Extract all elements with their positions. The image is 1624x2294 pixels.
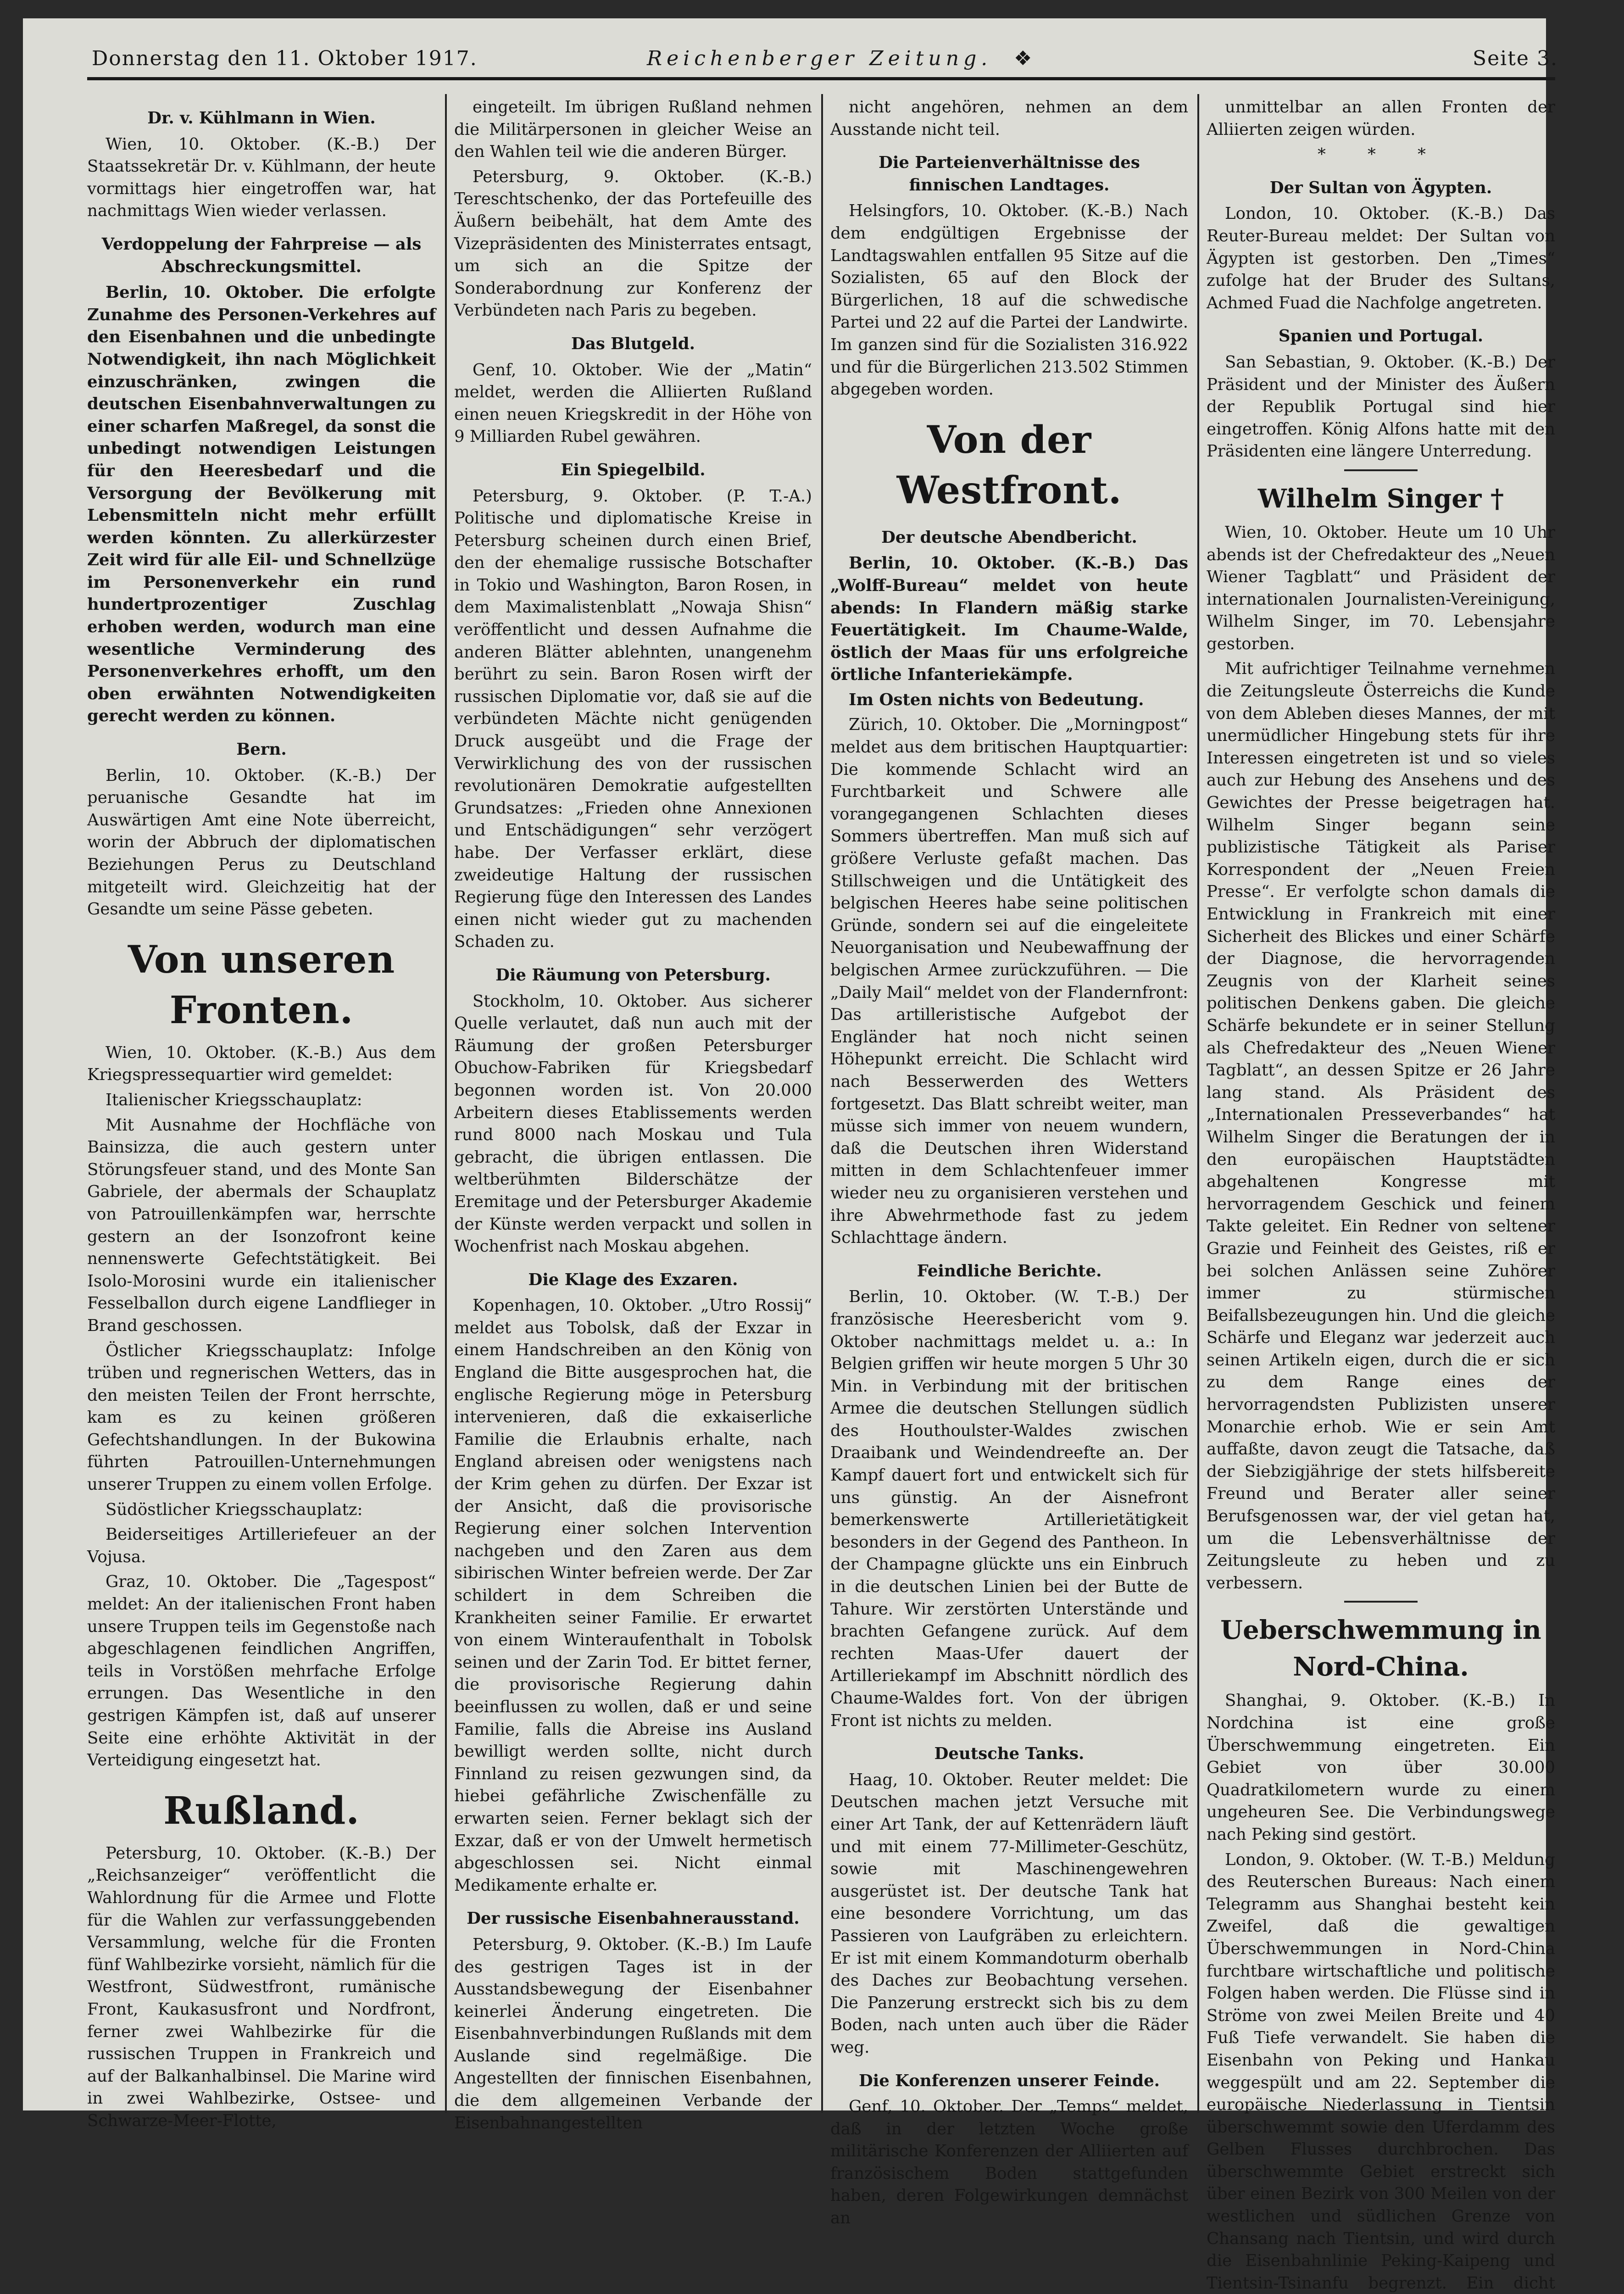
article-paragraph: nicht angehören, nehmen an dem Ausstande nicht teil. — [830, 98, 1188, 139]
section-headline: Von der Westfront. — [896, 418, 1122, 512]
article-paragraph: Helsingfors, 10. Oktober. (K.-B.) Nach dem endgültigen Ergebnisse der Landtagswahlen entfallen 95 Sitze auf die Sozialisten, 65 auf den Block der Bürgerlichen, 18 auf die schwedische Partei und 22 auf die Partei der Landwirte. Im ganzen sind für die Sozialisten 316.922 und für die Bürgerlichen 213.502 Stimmen abgegeben worden. — [830, 201, 1188, 399]
column-3 — [830, 96, 1188, 2228]
section-headline: Von unseren Fronten. — [128, 937, 395, 1032]
article-paragraph: eingeteilt. Im übrigen Rußland nehmen die Militärpersonen in gleicher Weise an den Wahlen teil wie die anderen Bürger. — [454, 98, 812, 161]
article-heading: Der deutsche Abendbericht. — [881, 528, 1137, 547]
article-paragraph: San Sebastian, 9. Oktober. (K.-B.) Der Präsident und der Minister des Äußern der Republik Portugal sind hier eingetroffen. König Alfons hatte mit den Präsidenten eine längere Unterredung. — [1207, 352, 1555, 461]
column-1 — [87, 96, 436, 2130]
article-paragraph: Petersburg, 10. Oktober. (K.-B.) Der „Reichsanzeiger“ veröffentlicht die Wahlordnung für die Armee und Flotte für die Wahlen zur verfassunggebenden Versammlung, welche für die Fronten fünf Wahlbezirke vorsieht, nämlich für die Westfront, Südwestfront, rumänische Front, Kaukasusfront und Nordfront, ferner zwei Wahlbezirke für die russischen Truppen in Frankreich und auf der Balkanhalbinsel. Die Marine wird in zwei Wahlbezirke, Ostsee- und Schwarze-Meer-Flotte, — [87, 1843, 436, 2130]
article-paragraph: Berlin, 10. Oktober. Die erfolgte Zunahme des Personen-Verkehres auf den Eisenbahnen und die unbedingte Notwendigkeit, ihn nach Möglichkeit einzuschränken, zwingen die deutschen Eisenbahnverwaltungen zu einer scharfen Maßregel, da sonst die unbedingt notwendigen Leistungen für den Heeresbedarf und die Versorgung der Bevölkerung mit Lebensmitteln nicht mehr erfüllt werden könnten. Zu allerkürzester Zeit wird für alle Eil- und Schnellzüge im Personenverkehr ein rund hundertprozentiger Zuschlag erhoben werden, wodurch man eine wesentliche Verminderung des Personenverkehres erhofft, um den oben erwähnten Notwendigkeiten gerecht werden zu können. — [87, 283, 436, 726]
article-heading: Feindliche Berichte. — [917, 1261, 1102, 1281]
article-paragraph: Südöstlicher Kriegsschauplatz: — [106, 1500, 363, 1519]
column-divider — [1197, 94, 1199, 2113]
article-heading: Ein Spiegelbild. — [561, 460, 706, 479]
section-headline: Rußland. — [163, 1788, 360, 1833]
article-paragraph: Im Osten nichts von Bedeutung. — [849, 690, 1144, 709]
article-paragraph: Petersburg, 9. Oktober. (K.-B.) Im Laufe des gestrigen Tages ist in der Ausstandsbewegung der Eisenbahner keinerlei Änderung eingetreten. Die Eisenbahnverbindungen Rußlands mit dem Auslande sind regelmäßige. Die Angestellten der finnischen Eisenbahnen, die dem allgemeinen Verbande der Eisenbahnangestellten — [454, 1935, 812, 2133]
masthead — [92, 47, 1558, 79]
article-heading: Die Klage des Exzaren. — [528, 1270, 738, 1289]
article-paragraph: Italienischer Kriegsschauplatz: — [106, 1090, 362, 1109]
article-heading: Verdoppelung der Fahrpreise — als Abschreckungsmittel. — [101, 234, 422, 276]
article-paragraph: Berlin, 10. Oktober. (K.-B.) Das „Wolff-Bureau“ meldet von heute abends: In Flandern mäßig starke Feuertätigkeit. Im Chaume-Walde, östlich der Maas für uns erfolgreiche örtliche Infanteriekämpfe. — [830, 554, 1188, 685]
article-paragraph: London, 10. Oktober. (K.-B.) Das Reuter-Bureau meldet: Der Sultan von Ägypten ist gestorben. Den „Times“ zufolge hat der Bruder des Sultans, Achmed Fuad die Nachfolge angetreten. — [1207, 204, 1555, 312]
article-paragraph: Wien, 10. Oktober. Heute um 10 Uhr abends ist der Chefredakteur des „Neuen Wiener Tagblatt“ und Präsident der internationalen Journalisten-Vereinigung, Wilhelm Singer, im 70. Lebensjahre gestorben. — [1207, 523, 1555, 653]
article-heading: Das Blutgeld. — [571, 334, 695, 353]
article-paragraph: Shanghai, 9. Oktober. (K.-B.) In Nordchina ist eine große Überschwemmung eingetreten. Ein Gebiet von über 30.000 Quadratkilometern wurde zu einem ungeheuren See. Die Verbindungswege nach Peking sind gestört. — [1207, 1691, 1555, 1844]
masthead-title: Reichenberger Zeitung. — [647, 47, 992, 70]
article-paragraph: Genf, 10. Oktober. Der „Temps“ meldet, daß in der letzten Woche große militärische Konferenzen der Alliierten auf französischem Boden stattgefunden haben, deren Folgewirkungen demnächst an — [830, 2097, 1188, 2228]
article-paragraph: Petersburg, 9. Oktober. (P. T.-A.) Politische und diplomatische Kreise in Petersburg scheinen durch einen Brief, den der ehemalige russische Botschafter in Tokio und Washington, Baron Rosen, in dem Maximalistenblatt „Nowaja Shisn“ veröffentlicht und dessen Aufnahme die anderen Blätter ablehnten, unangenehm berührt zu sein. Baron Rosen wirft der russischen Diplomatie vor, daß sie auf die verbündeten Mächte nicht genügenden Druck ausgeübt und die Frage der Verwirklichung des von der russischen revolutionären Demokratie aufgestellten Grundsatzes: „Frieden ohne Annexionen und Entschädigungen“ sehr verzögert habe. Der Verfasser erklärt, diese zweideutige Haltung der russischen Regierung füge den Interessen des Landes einen nicht wieder gut zu machenden Schaden zu. — [454, 486, 812, 952]
article-paragraph: Mit aufrichtiger Teilnahme vernehmen die Zeitungsleute Österreichs die Kunde von dem Ableben dieses Mannes, der mit unermüdlicher Hingebung stets für ihre Interessen eingetreten ist und so vieles auch zur Hebung des Ansehens und des Gewichtes der Presse beigetragen hat. Wilhelm Singer begann seine publizistische Tätigkeit als Pariser Korrespondent der „Neuen Freien Presse“. Er verfolgte schon damals die Entwicklung in Frankreich mit einer Sicherheit des Blickes und einer Schärfe der Diagnose, die hervorragenden Zeugnis von der Klarheit seines politischen Denkens gaben. Die gleiche Schärfe bekundete er in seiner Stellung als Chefredakteur des „Neuen Wiener Tagblatt“, an dessen Spitze er 26 Jahre lang stand. Als Präsident des „Internationalen Presseverbandes“ hat Wilhelm Singer die Beratungen der in den europäischen Hauptstädten abgehaltenen Kongresse mit hervorragendem Geschick und feinem Takte geleitet. Ein Redner von seltener Grazie und Feinheit des Geistes, riß er bei solchen Anlässen seine Zuhörer immer zu stürmischen Beifallsbezeugungen hin. Und die gleiche Schärfe und Eleganz war jederzeit auch seinen Artikeln eigen, durch die er sich zu dem Range eines der hervorragendsten Publizisten unserer Monarchie erhob. Wie er sein Amt auffaßte, davon zeugt die Tatsache, daß der Siebzigjährige der stets hilfsbereite Freund und Berater aller seiner Berufsgenossen war, der viel getan hat, um die Lebensverhältnisse der Zeitungsleute zu heben und zu verbessern. — [1207, 659, 1555, 1592]
separator-stars: * * * — [1318, 145, 1444, 164]
article-heading: Dr. v. Kühlmann in Wien. — [147, 109, 376, 128]
article-heading: Die Räumung von Petersburg. — [495, 965, 771, 985]
column-4 — [1207, 96, 1555, 2293]
masthead-rule — [87, 77, 1555, 80]
heading-rule — [1344, 1601, 1418, 1603]
heading-rule — [1344, 469, 1418, 471]
article-heading: Der russische Eisenbahnerausstand. — [467, 1909, 800, 1928]
article-paragraph: Mit Ausnahme der Hochfläche von Bainsizza, die auch gestern unter Störungsfeuer stand, und des Monte San Gabriele, der abermals der Schauplatz von Patrouillenkämpfen war, herrschte gestern an der Isonzofront keine nennenswerte Gefechtstätigkeit. Bei Isolo-Morosini wurde ein italienischer Fesselballon durch eigene Landflieger in Brand geschossen. — [87, 1115, 436, 1335]
article-paragraph: Kopenhagen, 10. Oktober. „Utro Rossij“ meldet aus Tobolsk, daß der Exzar in einem Handschreiben an den König von England die Bitte ausgesprochen hat, die englische Regierung möge in Petersburg intervenieren, daß die exkaiserliche Familie die Erlaubnis erhalte, nach England abreisen oder wenigstens nach der Krim gehen zu dürfen. Der Exzar ist der Ansicht, daß die provisorische Regierung einer solchen Intervention nachgeben und den Zaren aus dem sibirischen Winter befreien werde. Der Zar schildert in dem Schreiben die Krankheiten seiner Familie. Er erwartet von einem Winteraufenthalt in Tobolsk seinen und der Zarin Tod. Er bittet ferner, die provisorische Regierung dahin beeinflussen zu wollen, daß er und seine Familie, falls die Abreise ins Ausland bewilligt werden sollte, nicht durch Finnland zu reisen gezwungen sind, da hiebei gefährliche Zwischenfälle zu erwarten seien. Ferner beklagt sich der Exzar, daß er von der Umwelt hermetisch abgeschlossen sei. Nicht einmal Medikamente erhalte er. — [454, 1296, 812, 1895]
article-heading: Die Parteienverhältnisse des finnischen Landtages. — [879, 153, 1140, 195]
article-heading: Spanien und Portugal. — [1278, 327, 1484, 346]
article-paragraph: Beiderseitiges Artilleriefeuer an der Vojusa. — [87, 1525, 436, 1566]
article-paragraph: Berlin, 10. Oktober. (W. T.-B.) Der französische Heeresbericht vom 9. Oktober nachmittags meldet u. a.: In Belgien griffen wir heute morgen 5 Uhr 30 Min. in Verbindung mit der britischen Armee die deutschen Stellungen südlich des Houthoulster-Waldes zwischen Draaibank und Weindendreefte an. Der Kampf dauert fort und entwickelt sich für uns günstig. An der Aisnefront bemerkenswerte Artillerietätigkeit besonders in der Gegend des Pantheon. In der Champagne glückte uns ein Einbruch in die deutschen Linien bei der Butte de Tahure. Wir zerstörten Unterstände und brachten Gefangene zurück. Auf dem rechten Maas-Ufer dauert der Artilleriekampf im Abschnitt nördlich des Chaume-Waldes fort. Von der übrigen Front ist nichts zu melden. — [830, 1287, 1188, 1730]
article-paragraph: Wien, 10. Oktober. (K.-B.) Aus dem Kriegspressequartier wird gemeldet: — [87, 1043, 436, 1085]
masthead-page-number: Seite 3. — [1473, 47, 1558, 70]
article-paragraph: London, 9. Oktober. (W. T.-B.) Meldung des Reuterschen Bureaus: Nach einem Telegramm aus Shanghai besteht kein Zweifel, daß die gewaltigen Überschwemmungen in Nord-China furchtbare wirtschaftliche und politische Folgen haben werden. Die Flüsse sind in Ströme von zwei Meilen Breite und 40 Fuß Tiefe verwandelt. Sie haben die Eisenbahn von Peking und Hankau weggespült und am 22. September die europäische Niederlassung in Tientsin überschwemmt sowie den Uferdamm des Gelben Flusses durchbrochen. Das überschwemmte Gebiet erstreckt sich über einen Bezirk von 300 Meilen von der westlichen und südlichen Grenze von Chansang nach Tientsin, und wird durch die Eisenbahnlinie Peking-Kaipeng und Tientsin-Tsinanfu begrenzt. Ein dicht — [1207, 1850, 1555, 2293]
section-headline: Wilhelm Singer † — [1257, 483, 1504, 514]
article-heading: Bern. — [236, 740, 287, 759]
masthead-date: Donnerstag den 11. Oktober 1917. — [92, 47, 478, 70]
article-heading: Der Sultan von Ägypten. — [1269, 178, 1492, 197]
article-paragraph: Berlin, 10. Oktober. (K.-B.) Der peruanische Gesandte hat im Auswärtigen Amt eine Note überreicht, worin der Abbruch der diplomatischen Beziehungen Perus zu Deutschland mitgeteilt wird. Gleichzeitig hat der Gesandte um seine Pässe gebeten. — [87, 766, 436, 919]
column-divider — [821, 94, 823, 2113]
article-paragraph: Genf, 10. Oktober. Wie der „Matin“ meldet, werden die Alliierten Rußland einen neuen Kriegskredit in der Höhe von 9 Milliarden Rubel gewähren. — [454, 360, 812, 446]
article-paragraph: Petersburg, 9. Oktober. (K.-B.) Tereschtschenko, der das Portefeuille des Äußern beibehält, hat dem Amte des Vizepräsidenten des Ministerrates entsagt, um sich an die Spitze der Sonderabordnung zur Konferenz der Verbündeten nach Paris zu begeben. — [454, 167, 812, 320]
newspaper-page — [23, 18, 1558, 2293]
article-heading: Die Konferenzen unserer Feinde. — [858, 2071, 1160, 2090]
article-heading: Deutsche Tanks. — [934, 1744, 1085, 1764]
section-headline: Ueberschwemmung in Nord-China. — [1220, 1615, 1541, 1682]
article-paragraph: Graz, 10. Oktober. Die „Tagespost“ meldet: An der italienischen Front haben unsere Truppen teils im Gegenstoße nach abgeschlagenen feindlichen Angriffen, teils in Vorstößen mehrfache Erfolge errungen. Das Wesentliche in den gestrigen Kämpfen ist, daß auf unserer Seite eine erhöhte Aktivität in der Verteidigung eingesetzt hat. — [87, 1572, 436, 1770]
article-paragraph: Östlicher Kriegsschauplatz: Infolge trüben und regnerischen Wetters, das in den meisten Teilen der Front herrschte, kam es zu keinen größeren Gefechtshandlungen. In der Bukowina führten Patrouillen-Unternehmungen unserer Truppen zu einem vollen Erfolge. — [87, 1341, 436, 1494]
column-2 — [454, 96, 812, 2133]
article-paragraph: Wien, 10. Oktober. (K.-B.) Der Staatssekretär Dr. v. Kühlmann, der heute vormittags hier eingetroffen war, hat nachmittags Wien wieder verlassen. — [87, 134, 436, 221]
masthead-ornament: ❖ — [1014, 47, 1033, 70]
article-paragraph: Stockholm, 10. Oktober. Aus sicherer Quelle verlautet, daß nun auch mit der Räumung der großen Petersburger Obuchow-Fabriken für Kriegsbedarf begonnen worden ist. Von 20.000 Arbeitern dieses Etablissements werden rund 8000 nach Moskau und Tula gebracht, die übrigen entlassen. Die weltberühmten Bilderschätze der Eremitage und der Petersburger Akademie der Künste werden verpackt und sollen in Wochenfrist nach Moskau abgehen. — [454, 991, 812, 1256]
article-paragraph: Zürich, 10. Oktober. Die „Morningpost“ meldet aus dem britischen Hauptquartier: Die kommende Schlacht wird an Furchtbarkeit und Schwere alle vorangegangenen Schlachten dieses Sommers übertreffen. Man muß sich auf größere Verluste gefaßt machen. Das Stillschweigen und die Untätigkeit des belgischen Heeres habe seine politischen Gründe, sondern sei auf die eingeleitete Neuorganisation und Neubewaffnung der belgischen Armee zurückzuführen. — Die „Daily Mail“ meldet von der Flandernfront: Das artilleristische Aufgebot der Engländer hat noch nicht seinen Höhepunkt erreicht. Die Schlacht wird nach Besserwerden des Wetters fortgesetzt. Das Blatt schreibt weiter, man müsse sich immer von neuem wundern, daß die Deutschen ihren Widerstand mitten in dem Schlachtenfeuer immer wieder neu zu organisieren verstehen und ihre Abwehrmethode fast zu jedem Schlachttage ändern. — [830, 715, 1188, 1247]
column-divider — [445, 94, 447, 2113]
article-paragraph: Haag, 10. Oktober. Reuter meldet: Die Deutschen machen jetzt Versuche mit einer Art Tank, der auf Kettenrädern läuft und mit einem 77-Millimeter-Geschütz, sowie mit Maschinengewehren ausgerüstet ist. Der deutsche Tank hat eine besondere Vorrichtung, um das Passieren von Laufgräben zu erleichtern. Er ist mit einem Kommandoturm oberhalb des Daches zur Beobachtung versehen. Die Panzerung erstreckt sich bis zu dem Boden, nach unten auch über die Räder weg. — [830, 1770, 1188, 2057]
article-paragraph: unmittelbar an allen Fronten der Alliierten zeigen würden. — [1207, 98, 1555, 139]
